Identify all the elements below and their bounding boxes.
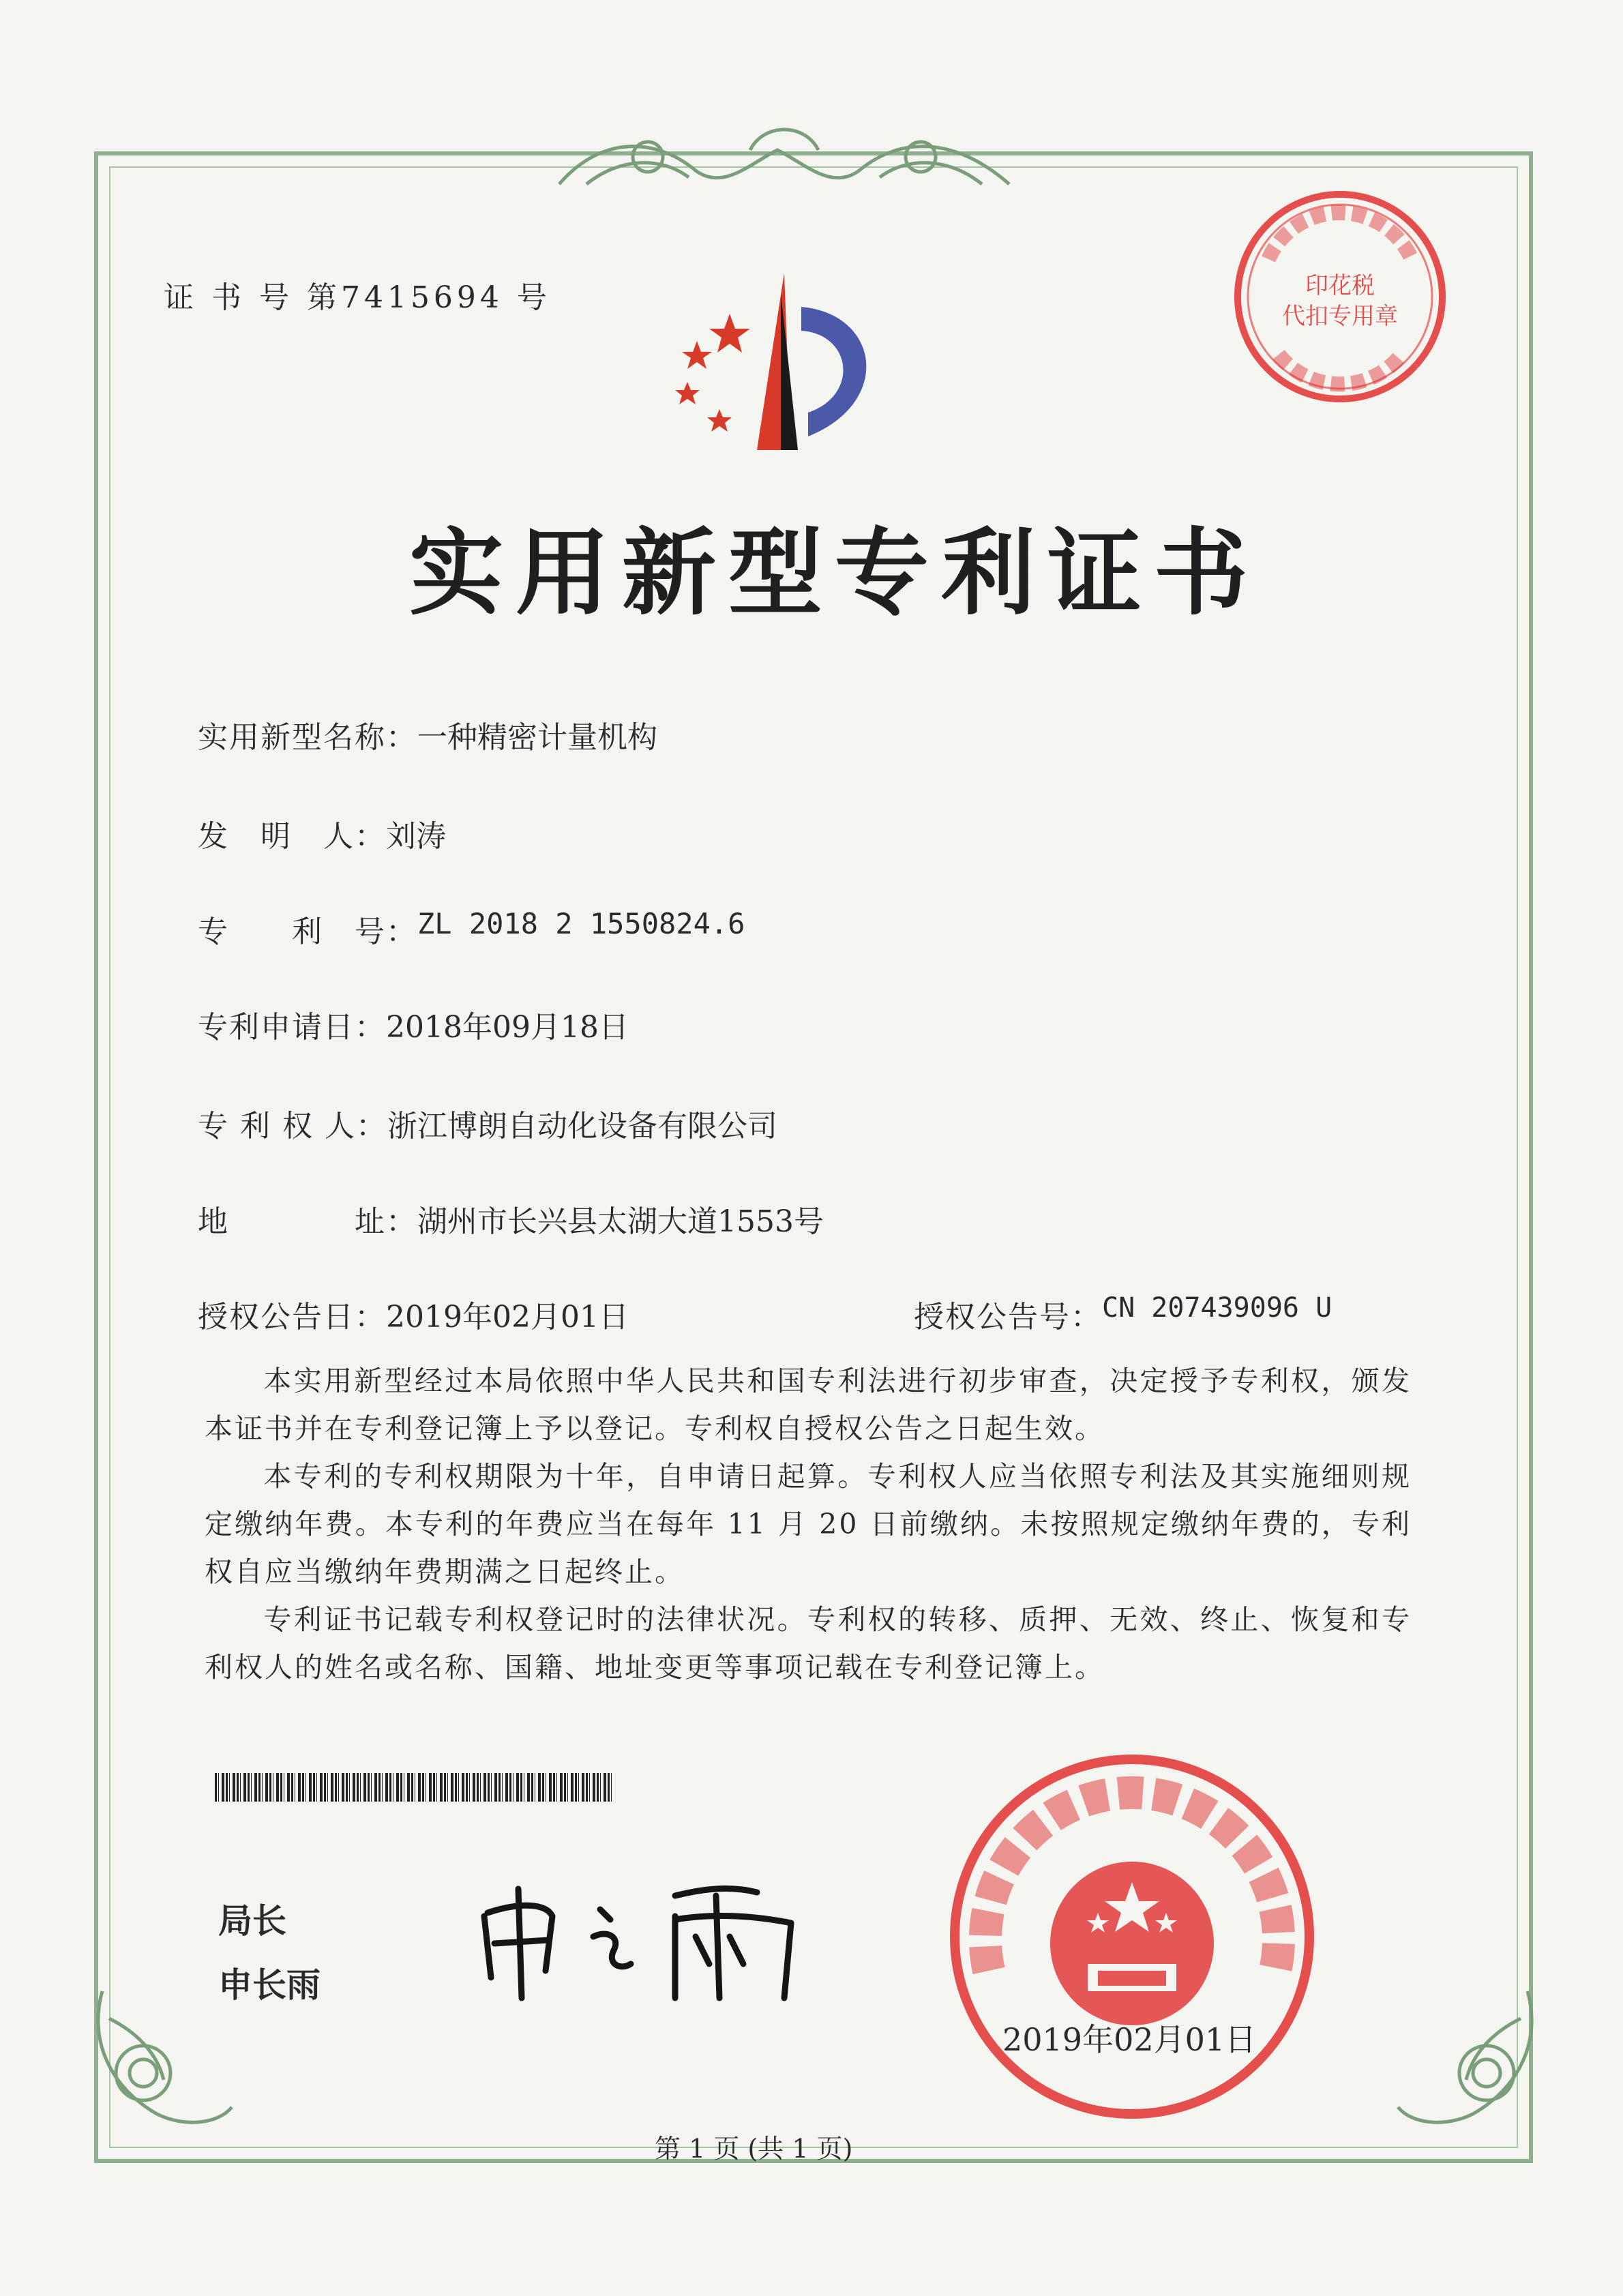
field-value: CN 207439096 U xyxy=(1102,1292,1332,1324)
field-label: 实用新型名称： xyxy=(198,720,417,755)
field-row-name xyxy=(198,713,657,756)
field-row-address xyxy=(198,1197,824,1240)
body-paragraph: 本专利的专利权期限为十年，自申请日起算。专利权人应当依照专利法及其实施细则规定缴纳年费。本专利的年费应当在每年 11 月 20 日前缴纳。未按照规定缴纳年费的，专利权自应当缴纳年费期满之日起终止。 xyxy=(205,1460,1412,1588)
field-value: 一种精密计量机构 xyxy=(417,720,657,755)
page-number: 第 1 页 (共 1 页) xyxy=(655,2134,853,2164)
field-label: 专 利 权 人： xyxy=(198,1109,387,1144)
field-label: 授权公告号： xyxy=(914,1300,1102,1335)
field-label: 专 利 号： xyxy=(198,914,417,949)
seal-date: 2019年02月01日 xyxy=(1002,2021,1257,2058)
field-label: 授权公告日： xyxy=(198,1300,386,1335)
certificate-title: 实用新型专利证书 xyxy=(409,517,1261,628)
body-paragraph: 专利证书记载专利权登记时的法律状况。专利权的转移、质押、无效、终止、恢复和专利权人的姓名或名称、国籍、地址变更等事项记载在专利登记簿上。 xyxy=(205,1603,1412,1684)
patent-office-logo-icon xyxy=(655,266,914,464)
field-label: 地 址： xyxy=(198,1204,417,1239)
director-block xyxy=(218,1889,321,2017)
svg-text:印花税: 印花税 xyxy=(1305,272,1375,299)
field-label: 发 明 人： xyxy=(198,819,386,854)
svg-text:代扣专用章: 代扣专用章 xyxy=(1282,303,1398,330)
field-value: 2018年09月18日 xyxy=(386,1010,629,1045)
field-row-application-date xyxy=(198,1002,629,1046)
director-title: 局长 xyxy=(218,1901,286,1941)
field-row-patentee xyxy=(198,1101,777,1145)
field-value: 湖州市长兴县太湖大道1553号 xyxy=(417,1204,824,1239)
field-row-announcement-number xyxy=(914,1292,1332,1336)
field-label: 专利申请日： xyxy=(198,1010,386,1045)
field-value: 浙江博朗自动化设备有限公司 xyxy=(387,1109,777,1144)
top-ornament xyxy=(546,109,1023,205)
field-value: 刘涛 xyxy=(386,819,446,854)
field-row-grant-date xyxy=(198,1292,629,1336)
director-name: 申长雨 xyxy=(218,1965,321,2005)
field-row-inventor xyxy=(198,811,446,855)
body-paragraph: 本实用新型经过本局依照中华人民共和国专利法进行初步审查，决定授予专利权，颁发本证书并在专利登记簿上予以登记。专利权自授权公告之日起生效。 xyxy=(205,1365,1412,1445)
main-seal-stamp xyxy=(941,1746,1323,2128)
field-row-patent-number xyxy=(198,907,745,951)
field-value: ZL 2018 2 1550824.6 xyxy=(417,907,745,940)
field-value: 2019年02月01日 xyxy=(386,1300,629,1335)
tax-seal-stamp xyxy=(1227,184,1453,409)
certificate-number: 证 书 号 第7415694 号 xyxy=(164,280,551,315)
director-signature xyxy=(471,1862,825,2012)
corner-ornament-bottom-right xyxy=(1384,1978,1548,2141)
barcode xyxy=(215,1773,614,1802)
